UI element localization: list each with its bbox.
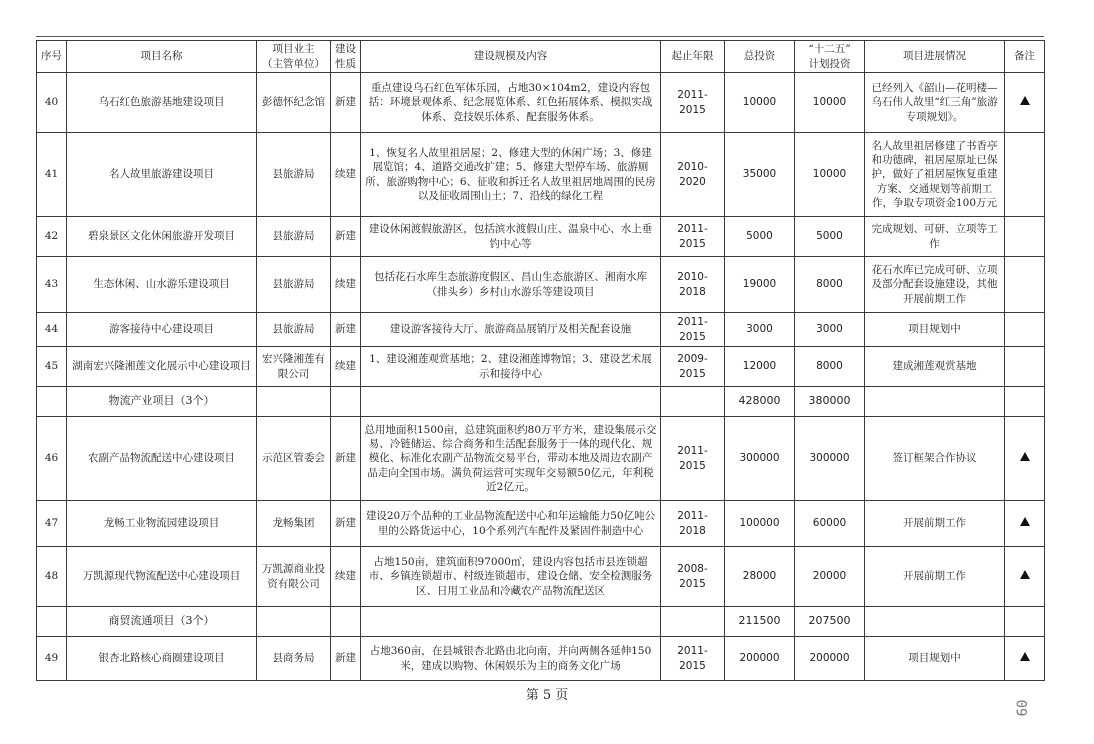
construction-type: 新建 (331, 217, 361, 257)
header-cell: 项目业主 （主管单位） (257, 41, 331, 73)
header-cell: 建设规模及内容 (361, 41, 661, 73)
header-cell: 项目名称 (67, 41, 257, 73)
triangle-mark-icon (1020, 517, 1030, 526)
table-row (37, 313, 1045, 347)
total-investment: 300000 (725, 417, 795, 501)
year-range: 2010-2018 (661, 257, 725, 313)
table-row (37, 257, 1045, 313)
construction-type: 新建 (331, 417, 361, 501)
project-name: 碧泉景区文化休闲旅游开发项目 (67, 217, 257, 257)
project-name: 万凯源现代物流配送中心建设项目 (67, 547, 257, 607)
plan-investment: 200000 (795, 637, 865, 681)
project-owner: 县旅游局 (257, 133, 331, 217)
row-number: 46 (37, 417, 67, 501)
scale-content: 总用地面积1500亩，总建筑面积约80万平方米，建设集展示交易、冷链储运、综合商务和生活配套服务于一体的现代化、规模化、标准化农副产品物流交易平台，带动本地及周边农副产品走向全国市场。满负荷运营可实现年交易额50亿元，年利税近2亿元。 (361, 417, 661, 501)
project-name: 游客接待中心建设项目 (67, 313, 257, 347)
category-total: 211500 (725, 607, 795, 637)
year-range: 2011-2015 (661, 313, 725, 347)
scale-content: 建设休闲渡假旅游区，包括滨水渡假山庄、温泉中心、水上垂钓中心等 (361, 217, 661, 257)
project-owner: 龙畅集团 (257, 501, 331, 547)
row-number: 45 (37, 347, 67, 387)
remark-cell (1005, 133, 1045, 217)
header-cell: “十二五” 计划投资 (795, 41, 865, 73)
scale-content: 占地360亩，在县城银杏北路由北向南，并向两侧各延伸150米，建成以购物、休闲娱乐为主的商务文化广场 (361, 637, 661, 681)
triangle-mark-icon (1020, 96, 1030, 105)
plan-investment: 5000 (795, 217, 865, 257)
total-investment: 10000 (725, 73, 795, 133)
construction-type: 新建 (331, 501, 361, 547)
category-row-logistics (37, 387, 1045, 417)
progress-status: 花石水库已完成可研、立项及部分配套设施建设，其他开展前期工作 (865, 257, 1005, 313)
progress-status: 项目规划中 (865, 637, 1005, 681)
year-range: 2011-2015 (661, 73, 725, 133)
handwritten-page-stamp: 09 (1012, 699, 1029, 717)
header-cell: 建设 性质 (331, 41, 361, 73)
remark-cell (1005, 547, 1045, 607)
project-owner: 彭德怀纪念馆 (257, 73, 331, 133)
total-investment: 28000 (725, 547, 795, 607)
year-range: 2011-2018 (661, 501, 725, 547)
year-range: 2009-2015 (661, 347, 725, 387)
project-name: 名人故里旅游建设项目 (67, 133, 257, 217)
remark-cell (1005, 417, 1045, 501)
progress-status: 建成湘莲观赏基地 (865, 347, 1005, 387)
category-plan: 207500 (795, 607, 865, 637)
row-number: 42 (37, 217, 67, 257)
row-number: 44 (37, 313, 67, 347)
progress-status: 完成规划、可研、立项等工作 (865, 217, 1005, 257)
plan-investment: 10000 (795, 73, 865, 133)
year-range: 2010-2020 (661, 133, 725, 217)
remark-cell (1005, 313, 1045, 347)
plan-investment: 20000 (795, 547, 865, 607)
row-number: 43 (37, 257, 67, 313)
progress-status: 项目规划中 (865, 313, 1005, 347)
construction-type: 新建 (331, 313, 361, 347)
construction-type: 新建 (331, 73, 361, 133)
year-range: 2011-2015 (661, 217, 725, 257)
table-row (37, 217, 1045, 257)
project-owner: 宏兴隆湘莲有限公司 (257, 347, 331, 387)
row-number: 47 (37, 501, 67, 547)
category-label: 物流产业项目（3个） (67, 387, 257, 417)
year-range: 2011-2015 (661, 637, 725, 681)
construction-type: 新建 (331, 637, 361, 681)
remark-cell (1005, 217, 1045, 257)
project-owner: 县旅游局 (257, 257, 331, 313)
scale-content: 包括花石水库生态旅游度假区、昌山生态旅游区、湘南水库（排头乡）乡村山水游乐等建设项目 (361, 257, 661, 313)
project-name: 乌石红色旅游基地建设项目 (67, 73, 257, 133)
plan-investment: 300000 (795, 417, 865, 501)
total-investment: 200000 (725, 637, 795, 681)
total-investment: 19000 (725, 257, 795, 313)
project-owner: 县商务局 (257, 637, 331, 681)
table-header-row (37, 41, 1045, 73)
progress-status: 开展前期工作 (865, 547, 1005, 607)
progress-status: 名人故里祖居修建了书香亭和功德碑，祖居屋原址已保护，做好了祖居屋恢复重建方案、交通规划等前期工作，争取专项资金100万元 (865, 133, 1005, 217)
project-owner: 县旅游局 (257, 313, 331, 347)
total-investment: 35000 (725, 133, 795, 217)
project-name: 龙畅工业物流园建设项目 (67, 501, 257, 547)
progress-status: 签订框架合作协议 (865, 417, 1005, 501)
scale-content: 重点建设乌石红色军体乐园，占地30×104m2，建设内容包括：环境景观体系、纪念展览体系、红色拓展体系、模拟实战体系、竞技娱乐体系、配套服务体系。 (361, 73, 661, 133)
table-row (37, 133, 1045, 217)
category-label: 商贸流通项目（3个） (67, 607, 257, 637)
table-row (37, 501, 1045, 547)
page-footer: 第 5 页 (525, 688, 569, 703)
header-cell: 总投资 (725, 41, 795, 73)
project-name: 湖南宏兴隆湘莲文化展示中心建设项目 (67, 347, 257, 387)
header-cell: 起止年限 (661, 41, 725, 73)
header-cell: 序号 (37, 41, 67, 73)
row-number: 40 (37, 73, 67, 133)
construction-type: 续建 (331, 347, 361, 387)
total-investment: 5000 (725, 217, 795, 257)
scale-content: 占地150亩，建筑面积97000㎡，建设内容包括市县连锁超市、乡镇连锁超市、村级连锁超市，建设仓储、安全检测服务区、日用工业品和冷藏农产品物流配送区 (361, 547, 661, 607)
scale-content: 建设游客接待大厅、旅游商品展销厅及相关配套设施 (361, 313, 661, 347)
construction-type: 续建 (331, 547, 361, 607)
plan-investment: 60000 (795, 501, 865, 547)
project-owner: 示范区管委会 (257, 417, 331, 501)
project-owner: 县旅游局 (257, 217, 331, 257)
scale-content: 1、恢复名人故里祖居屋；2、修建大型的休闲广场；3、修建展览馆；4、道路交通改扩建；5、修建大型停车场、旅游厕所、旅游购物中心；6、征收和拆迁名人故里祖居地周围的民房以及征收周围山土；7、沿线的绿化工程 (361, 133, 661, 217)
plan-investment: 10000 (795, 133, 865, 217)
plan-investment: 3000 (795, 313, 865, 347)
table-row (37, 547, 1045, 607)
total-investment: 100000 (725, 501, 795, 547)
table-row (37, 73, 1045, 133)
total-investment: 12000 (725, 347, 795, 387)
remark-cell (1005, 637, 1045, 681)
project-name: 农副产品物流配送中心建设项目 (67, 417, 257, 501)
project-table (36, 40, 1045, 681)
total-investment: 3000 (725, 313, 795, 347)
construction-type: 续建 (331, 257, 361, 313)
progress-status: 已经列入《韶山—花明楼—乌石伟人故里“红三角”旅游专项规划》。 (865, 73, 1005, 133)
plan-investment: 8000 (795, 347, 865, 387)
table-row (37, 347, 1045, 387)
category-total: 428000 (725, 387, 795, 417)
plan-investment: 8000 (795, 257, 865, 313)
row-number: 48 (37, 547, 67, 607)
triangle-mark-icon (1020, 652, 1030, 661)
category-row-trade (37, 607, 1045, 637)
category-plan: 380000 (795, 387, 865, 417)
triangle-mark-icon (1020, 452, 1030, 461)
scale-content: 建设20万个品种的工业品物流配送中心和年运输能力50亿吨公里的公路货运中心，10个系列汽车配件及紧固件制造中心 (361, 501, 661, 547)
triangle-mark-icon (1020, 570, 1030, 579)
project-name: 生态休闲、山水游乐建设项目 (67, 257, 257, 313)
table-row (37, 637, 1045, 681)
construction-type: 续建 (331, 133, 361, 217)
header-cell: 项目进展情况 (865, 41, 1005, 73)
scale-content: 1、建设湘莲观赏基地；2、建设湘莲博物馆；3、建设艺术展示和接待中心 (361, 347, 661, 387)
project-name: 银杏北路核心商圈建设项目 (67, 637, 257, 681)
progress-status: 开展前期工作 (865, 501, 1005, 547)
table-row (37, 417, 1045, 501)
row-number: 49 (37, 637, 67, 681)
remark-cell (1005, 347, 1045, 387)
header-cell: 备注 (1005, 41, 1045, 73)
project-owner: 万凯源商业投资有限公司 (257, 547, 331, 607)
remark-cell (1005, 257, 1045, 313)
year-range: 2011-2015 (661, 417, 725, 501)
row-number: 41 (37, 133, 67, 217)
remark-cell (1005, 501, 1045, 547)
year-range: 2008-2015 (661, 547, 725, 607)
remark-cell (1005, 73, 1045, 133)
